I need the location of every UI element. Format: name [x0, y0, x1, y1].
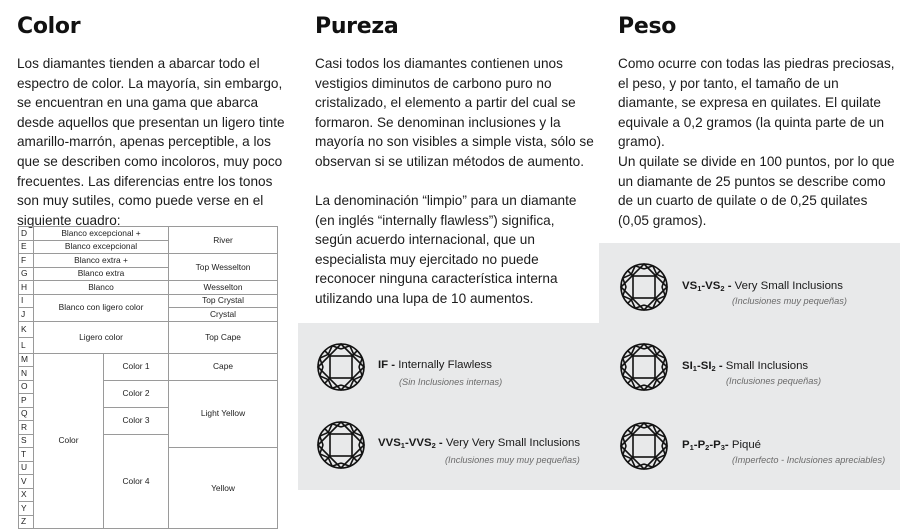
table-cell: Color 1: [104, 353, 169, 380]
grade-letter: K: [19, 321, 34, 337]
clarity-panel-right: [599, 243, 900, 490]
table-row: [19, 281, 278, 295]
color-heading: Color: [17, 14, 81, 39]
pureza-heading: Pureza: [315, 14, 399, 39]
grade-letter: J: [19, 308, 34, 322]
table-cell: Blanco: [34, 281, 169, 295]
pureza-paragraph-2: La denominación “limpio” para un diamante (en inglés “internally flawless”) significa, según acuerdo internacional, que un especialista muy ejercitado no puede reconocer ninguna característica interna utilizando una lupa de 10 aumentos.: [315, 193, 577, 306]
grade-letter: R: [19, 421, 34, 435]
grade-letter: I: [19, 294, 34, 308]
table-cell: Top Cape: [169, 321, 278, 353]
table-cell: Color 3: [104, 407, 169, 434]
table-cell: Cape: [169, 353, 278, 380]
pureza-paragraph-1: Casi todos los diamantes contienen unos vestigios diminutos de carbono puro no cristalizado, el elemento a partir del cual se formaron. Se denominan inclusiones y la mayoría no son visibles a simple vista, sólo se observan si se utilizan métodos de aumento.: [315, 56, 594, 169]
grade-title: [682, 439, 761, 452]
grade-letter: G: [19, 267, 34, 281]
table-cell: Blanco con ligero color: [34, 294, 169, 321]
table-cell: Crystal: [169, 308, 278, 322]
color-paragraph: Los diamantes tienden a abarcar todo el espectro de color. La mayoría, sin embargo, se encuentran en una gama que abarca desde aquellos que presentan un ligero tinte amarillo-marrón, apenas perceptible, a los que se describen como incoloros, muy poco frecuentes. Las diferencias entre los tonos son muy sutiles, como puede verse en el siguiente cuadro:: [17, 56, 285, 228]
table-cell: Blanco excepcional +: [34, 227, 169, 241]
grade-title: [378, 437, 580, 450]
table-cell: Ligero color: [34, 321, 169, 353]
grade-note: (Sin Inclusiones internas): [399, 377, 503, 387]
table-cell: Light Yellow: [169, 380, 278, 448]
table-cell: Blanco extra +: [34, 254, 169, 268]
grade-note: (Imperfecto - Inclusiones apreciables): [732, 455, 886, 465]
table-row: [19, 294, 278, 308]
table-cell: River: [169, 227, 278, 254]
grade-letter: Y: [19, 502, 34, 516]
grade-code: $P_1-P_2-P_3-$: [682, 439, 729, 452]
grade-code: $SI_1-SI_2$ -: [682, 360, 723, 373]
grade-name: Very Small Inclusions: [731, 280, 843, 292]
grade-letter: H: [19, 281, 34, 295]
grade-letter: Q: [19, 407, 34, 421]
grade-code: $VVS_1-VVS_2$ -: [378, 437, 443, 450]
color-grade-table: [18, 226, 278, 529]
table-cell: Yellow: [169, 448, 278, 529]
grade-code: IF -: [378, 359, 396, 371]
grade-letter: V: [19, 475, 34, 489]
table-cell: Color: [34, 353, 104, 529]
table-cell: Wesselton: [169, 281, 278, 295]
table-cell: Color 2: [104, 380, 169, 407]
grade-letter: D: [19, 227, 34, 241]
grade-letter: N: [19, 367, 34, 381]
grade-title: [682, 280, 843, 293]
table-row: [19, 227, 278, 241]
grade-title: [682, 360, 808, 373]
peso-paragraph-1: Como ocurre con todas las piedras preciosas, el peso, y por tanto, el tamaño de un diamante, se expresa en quilates. El quilate equivale a 0,2 gramos (la quinta parte de un gramo).: [618, 56, 895, 150]
grade-letter: T: [19, 448, 34, 462]
table-row: [19, 321, 278, 337]
grade-name: Small Inclusions: [722, 360, 809, 372]
grade-letter: F: [19, 254, 34, 268]
grade-title: [378, 359, 492, 371]
table-row: [19, 254, 278, 268]
table-cell: Blanco excepcional: [34, 240, 169, 254]
grade-letter: Z: [19, 515, 34, 529]
grade-letter: S: [19, 434, 34, 448]
table-cell: Top Crystal: [169, 294, 278, 308]
peso-heading: Peso: [618, 14, 677, 39]
grade-code: $VS_1-VS_2$ -: [682, 280, 732, 293]
grade-letter: P: [19, 394, 34, 408]
grade-name: Internally Flawless: [395, 359, 492, 371]
table-row: [19, 353, 278, 367]
grade-letter: U: [19, 461, 34, 475]
table-cell: Blanco extra: [34, 267, 169, 281]
grade-letter: E: [19, 240, 34, 254]
grade-letter: O: [19, 380, 34, 394]
grade-letter: M: [19, 353, 34, 367]
grade-letter: L: [19, 337, 34, 353]
grade-name: Piqué: [728, 439, 762, 451]
table-cell: Color 4: [104, 434, 169, 529]
clarity-panel-left: [298, 323, 599, 490]
grade-note: (Inclusiones muy pequeñas): [732, 296, 847, 306]
grade-letter: X: [19, 488, 34, 502]
grade-note: (Inclusiones pequeñas): [726, 376, 821, 386]
grade-name: Very Very Small Inclusions: [442, 437, 581, 449]
grade-note: (Inclusiones muy muy pequeñas): [445, 455, 580, 465]
peso-paragraph-2: Un quilate se divide en 100 puntos, por lo que un diamante de 25 puntos se describe como de un cuarto de quilate o de 0,25 quilates (0,05 gramos).: [618, 154, 895, 228]
table-cell: Top Wesselton: [169, 254, 278, 281]
